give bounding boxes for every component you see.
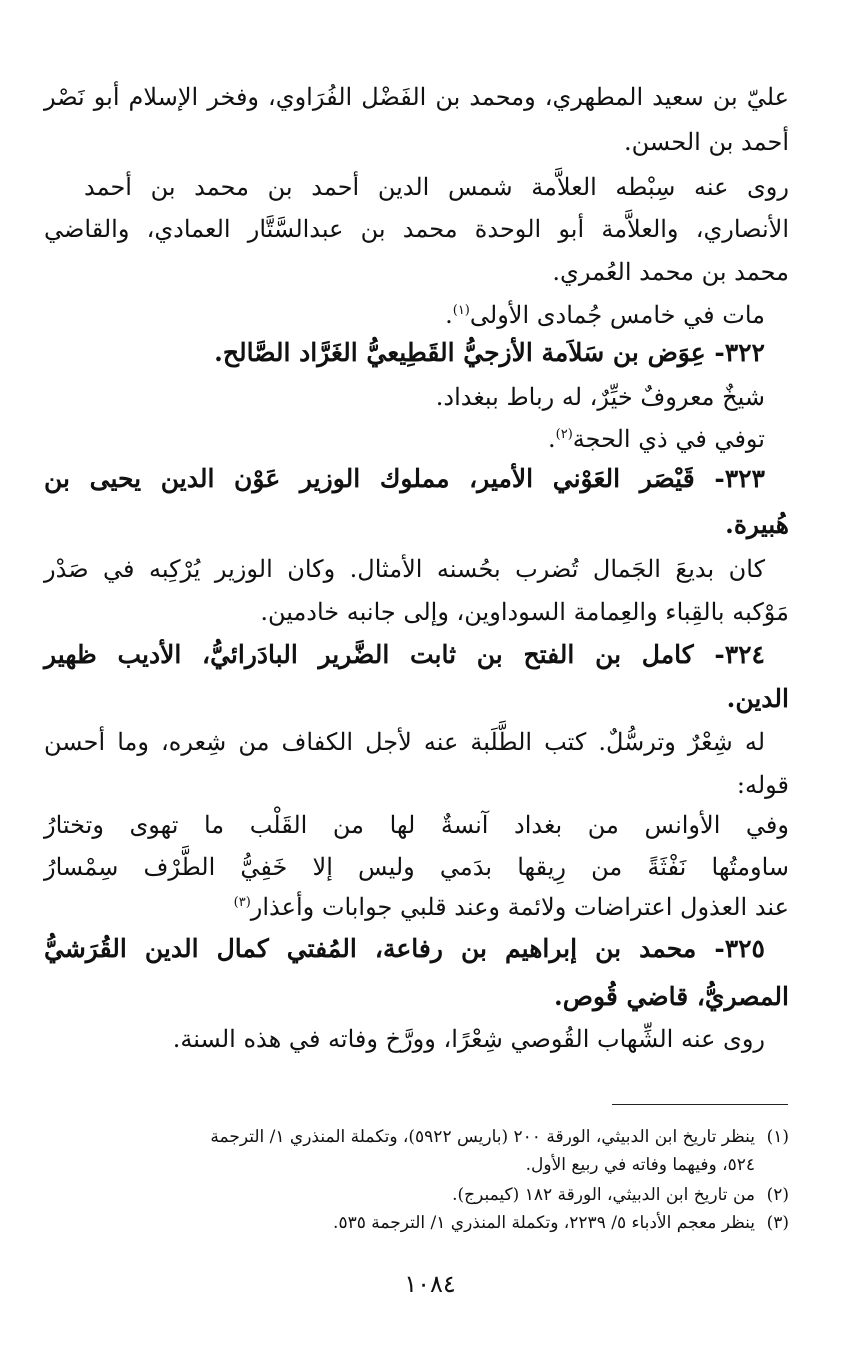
- footnote-number: (٣): [766, 1213, 789, 1233]
- text-line: روى عنه سِبْطه العلاَّمة شمس الدين أحمد بن محمد بن أحمد: [84, 173, 789, 201]
- entry-heading: المصريُّ، قاضي قُوص.: [554, 982, 789, 1011]
- text-line: قوله:: [736, 771, 789, 799]
- text-line: الأنصاري، والعلاَّمة أبو الوحدة محمد بن عبدالسَّتَّار العمادي، والقاضي: [44, 215, 789, 243]
- entry-heading: ٣٢٥- محمد بن إبراهيم بن رفاعة، المُفتي كمال الدين القُرَشيُّ: [44, 934, 765, 963]
- footnote: (١)ينظر تاريخ ابن الدبيثي، الورقة ٢٠٠ (باريس ٥٩٢٢)، وتكملة المنذري ١/ الترجمة: [44, 1124, 789, 1150]
- entry-heading: ٣٢٢- عِوَض بن سَلاَمة الأزجيُّ القَطِيعيُّ الغَرَّاد الصَّالح.: [214, 338, 765, 367]
- text-line: مَوْكبه بالقِباء والعِمامة السوداوين، وإلى جانبه خادمين.: [260, 598, 789, 626]
- page-number: ١٠٨٤: [404, 1270, 456, 1298]
- entry-heading: هُبيرة.: [725, 510, 789, 539]
- text-line: كان بديعَ الجَمال تُضرب بحُسنه الأمثال. وكان الوزير يُرْكِبه في صَدْر: [44, 555, 765, 583]
- footnote-number: (٢): [766, 1185, 789, 1205]
- footnote-number: (١): [766, 1127, 789, 1147]
- footnote-ref: (١): [452, 303, 470, 318]
- footnote: (٢)من تاريخ ابن الدبيثي، الورقة ١٨٢ (كيمبرج).: [44, 1182, 789, 1208]
- entry-heading: ٣٢٣- قَيْصَر العَوْني الأمير، مملوك الوزير عَوْن الدين يحيى بن: [44, 464, 765, 493]
- text-line: محمد بن محمد العُمري.: [552, 258, 789, 286]
- entry-heading: ٣٢٤- كامل بن الفتح بن ثابت الضَّرير البادَرائيُّ، الأديب ظهير: [44, 640, 765, 669]
- text-line: توفي في ذي الحجة$^{(٢)}$.: [547, 425, 765, 453]
- verse-line: عند العذول اعتراضات ولائمة وعند قلبي جوابات وأعذار$^{(٣)}$: [233, 893, 789, 921]
- text-line: شيخٌ معروفٌ خيِّرٌ، له رباط ببغداد.: [435, 383, 765, 411]
- text-line: مات في خامس جُمادى الأولى$^{(١)}$.: [445, 301, 765, 329]
- footnote-continuation: ٥٢٤، وفيهما وفاته في ربيع الأول.: [525, 1155, 755, 1175]
- text-line: روى عنه الشِّهاب القُوصي شِعْرًا، وورَّخ وفاته في هذه السنة.: [172, 1025, 765, 1053]
- entry-heading: الدين.: [726, 684, 789, 713]
- text-line: أحمد بن الحسن.: [624, 128, 789, 156]
- text-line: له شِعْرٌ وترسُّلٌ. كتب الطَّلَبة عنه لأجل الكفاف من شِعره، وما أحسن: [44, 728, 766, 756]
- footnote-separator: [612, 1104, 788, 1105]
- verse-line: ساومتُها نَفْثَةً من رِيقها بدَمي وليس إلا خَفِيُّ الطَّرْف سِمْسارُ: [44, 853, 789, 881]
- text-line: عليّ بن سعيد المطهري، ومحمد بن الفَضْل الفُرَاوي، وفخر الإسلام أبو نَصْر: [44, 83, 789, 111]
- footnote: (٣)ينظر معجم الأدباء ٥/ ٢٢٣٩، وتكملة المنذري ١/ الترجمة ٥٣٥.: [44, 1210, 789, 1236]
- footnote-ref: (٣): [233, 895, 251, 910]
- verse-line: وفي الأوانس من بغداد آنسةٌ لها من القَلْب ما تهوى وتختارُ: [44, 811, 789, 839]
- footnote-ref: (٢): [555, 427, 573, 442]
